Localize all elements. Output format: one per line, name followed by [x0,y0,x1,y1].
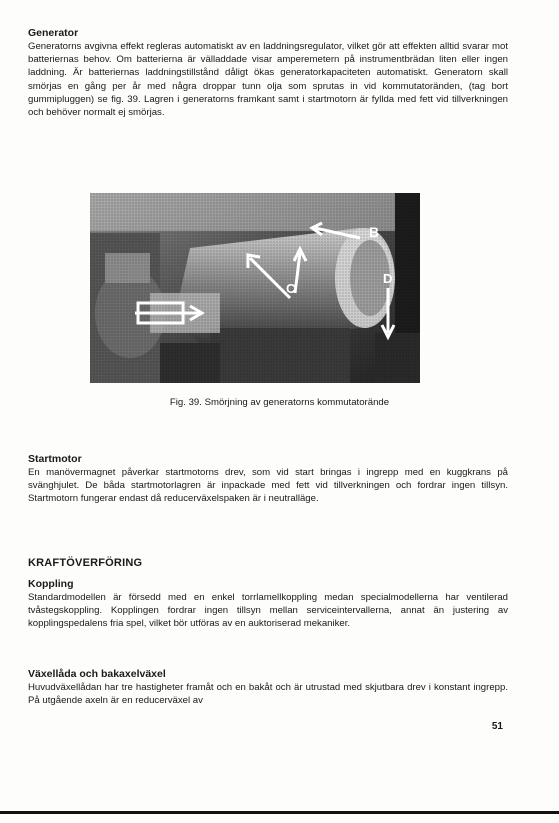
page-number: 51 [491,721,503,732]
kraftoverforing-section [28,556,508,570]
generator-heading: Generator [28,27,79,39]
bottom-rule [0,811,559,814]
vaxellada-heading: Växellåda och bakaxelväxel [28,668,166,680]
koppling-section [28,578,508,631]
startmotor-paragraph: En manövermagnet påverkar startmotorns drev, som vid start bringas i ingrepp med en kuggkrans på svänghjulet. De båda startmotorlagren är inpackade med fett vid tillverkningen och fordrar ingen tillsyn. Startmotorn fungerar endast då reducerväxelspaken är i neutralläge. [28,467,508,505]
figure-label-c: C [286,281,296,296]
generator-section [28,27,508,119]
vaxellada-section [28,668,508,707]
koppling-paragraph: Standardmodellen är försedd med en enkel torrlamellkoppling medan specialmodellerna har ventilerad tvåstegskoppling. Kopplingen fordrar ingen tillsyn mellan serviceintervallerna, annat än justering av kopplingspedalens fria spel, vilket bör utföras av en auktoriserad mekaniker. [28,592,508,630]
startmotor-section [28,453,508,506]
startmotor-heading: Startmotor [28,453,82,465]
koppling-heading: Koppling [28,578,74,590]
figure-photo [90,193,420,383]
figure-caption: Fig. 39. Smörjning av generatorns kommutatorände [169,397,390,408]
generator-paragraph: Generatorns avgivna effekt regleras automatiskt av en laddningsregulator, vilket gör att effekten alltid svarar mot batteriernas behov. Om batterierna är välladdade visar amperemetern på instrumentbrädan liten eller ingen laddning. Är batteriernas laddningstillstånd dåligt ökas generatorkapaciteten automatiskt. Generatorn skall smörjas en gång per år med några droppar tunn olja som sprutas in vid kommutatoränden, (tag bort gummipluggen) se fig. 39. Lagren i generatorns framkant samt i startmotorn är fyllda med fett vid tillverkningen och behöver normalt ej smörjas. [28,41,508,119]
generator-photo-illustration [90,193,420,383]
vaxellada-paragraph: Huvudväxellådan har tre hastigheter framåt och en bakåt och är utrustad med skjutbara drev i konstant ingrepp. På utgående axeln är en reducerväxel av [28,682,508,707]
figure-label-b: B [369,224,380,240]
kraftoverforing-title: KRAFTÖVERFÖRING [28,557,143,569]
figure-label-d: D [383,271,393,286]
